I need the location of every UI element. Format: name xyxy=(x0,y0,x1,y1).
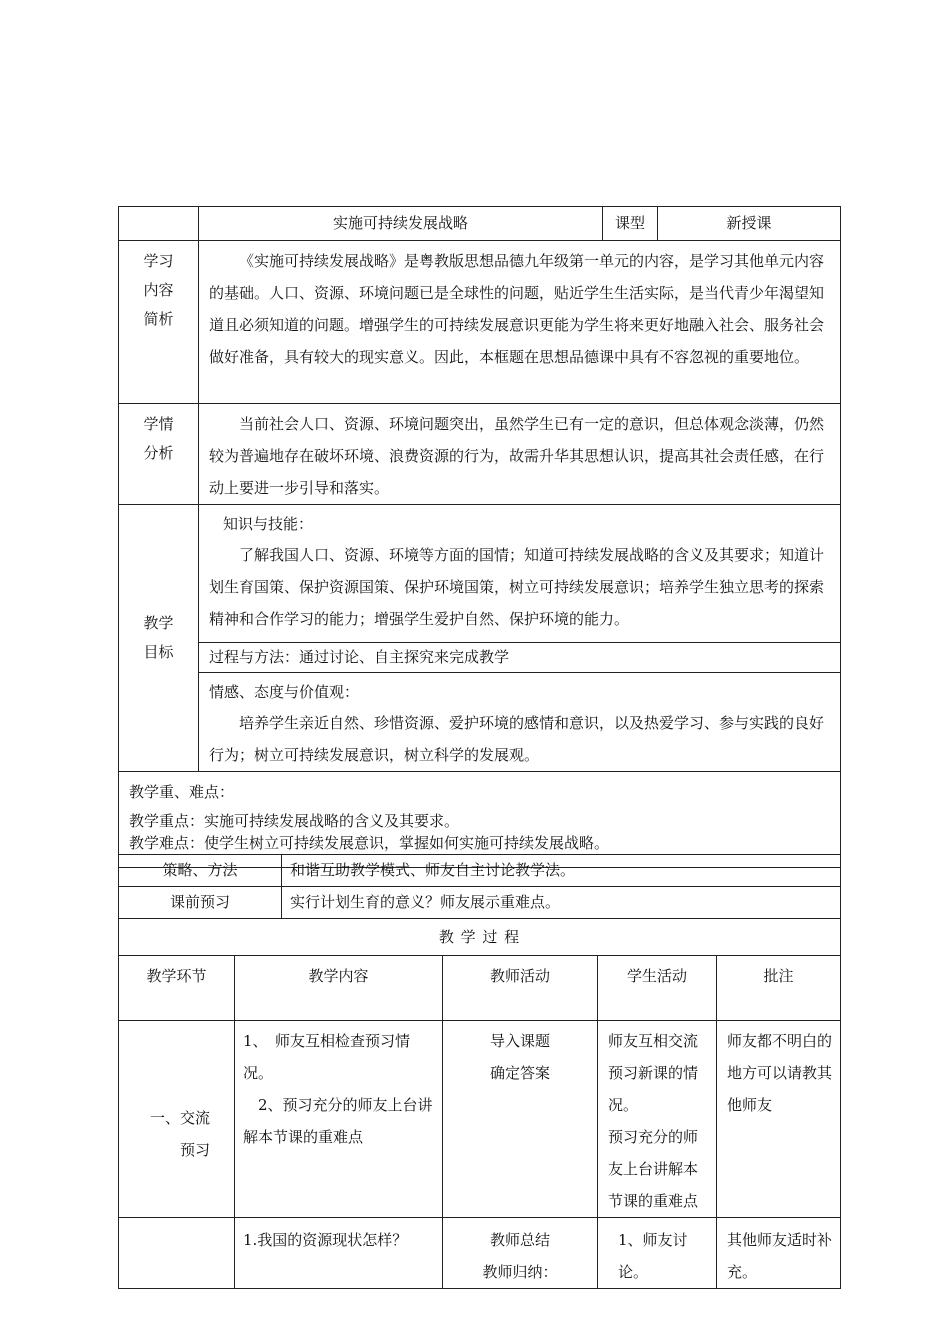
process-method-cell: 过程与方法：通过讨论、自主探究来完成教学 xyxy=(199,643,841,673)
student-analysis-cell xyxy=(199,404,841,505)
stage-cell xyxy=(119,1218,235,1289)
knowledge-title: 知识与技能： xyxy=(223,515,314,533)
content-item: 2、预习充分的师友上台讲解本节课的重难点 xyxy=(243,1096,433,1146)
content-cell xyxy=(235,1218,443,1289)
student-analysis-text: 当前社会人口、资源、环境问题突出，虽然学生已有一定的意识，但总体观念淡薄，仍然较为普遍地存在破坏环境、浪费资源的行为，故需升华其思想认识，提高其社会责任感，在行动上要进一步引导和落实。 xyxy=(209,415,825,497)
process-table xyxy=(118,918,841,1289)
strategy-label: 策略、方法 xyxy=(119,855,282,887)
header-content: 教学内容 xyxy=(235,956,443,1021)
content-item: 1.我国的资源现状怎样？ xyxy=(243,1231,408,1249)
lesson-plan-table xyxy=(118,206,841,868)
goals-label: 教学 目标 xyxy=(119,505,199,772)
note-cell: 其他师友适时补充。 xyxy=(717,1218,841,1289)
content-intro-cell xyxy=(199,241,841,404)
emotion-text: 培养学生亲近自然、珍惜资源、爱护环境的感情和意识，以及热爱学习、参与实践的良好行为；树立可持续发展意识，树立科学的发展观。 xyxy=(209,714,825,764)
strategy-value: 和谐互助教学模式、师友自主讨论教学法。 xyxy=(282,855,841,887)
strategy-table xyxy=(118,854,841,919)
lesson-title: 实施可持续发展战略 xyxy=(199,207,603,241)
knowledge-cell xyxy=(199,505,841,643)
content-cell xyxy=(235,1021,443,1218)
student-cell: 师友互相交流预习新课的情况。 预习充分的师友上台讲解本节课的重难点 xyxy=(598,1021,717,1218)
lesson-type-label: 课型 xyxy=(603,207,658,241)
emotion-cell xyxy=(199,673,841,772)
difficult-point-text: 教学难点：使学生树立可持续发展意识，掌握如何实施可持续发展战略。 xyxy=(129,834,610,852)
preview-label: 课前预习 xyxy=(119,887,282,919)
content-intro-label: 学习 内容 简析 xyxy=(119,241,199,404)
table-row xyxy=(119,1021,841,1218)
header-stage: 教学环节 xyxy=(119,956,235,1021)
emotion-title: 情感、态度与价值观： xyxy=(209,683,360,701)
key-points-title: 教学重、难点： xyxy=(129,783,235,801)
key-point-text: 教学重点：实施可持续发展战略的含义及其要求。 xyxy=(129,812,460,830)
note-cell: 师友都不明白的地方可以请教其他师友 xyxy=(717,1021,841,1218)
preview-value: 实行计划生育的意义？师友展示重难点。 xyxy=(282,887,841,919)
table-row xyxy=(119,1218,841,1289)
content-item: 1、 师友互相检查预习情况。 xyxy=(243,1032,411,1082)
student-cell: 1、师友讨论。 xyxy=(598,1218,717,1289)
student-analysis-label: 学情 分析 xyxy=(119,404,199,505)
header-note: 批注 xyxy=(717,956,841,1021)
teacher-cell: 导入课题 确定答案 xyxy=(443,1021,598,1218)
stage-cell: 一、交流 预习 xyxy=(119,1021,235,1218)
lesson-type-value: 新授课 xyxy=(658,207,841,241)
process-title: 教 学 过 程 xyxy=(119,919,841,956)
header-student: 学生活动 xyxy=(598,956,717,1021)
knowledge-text: 了解我国人口、资源、环境等方面的国情；知道可持续发展战略的含义及其要求；知道计划生育国策、保护资源国策、保护环境国策，树立可持续发展意识；培养学生独立思考的探索精神和合作学习的能力；增强学生爱护自然、保护环境的能力。 xyxy=(209,546,825,628)
header-teacher: 教师活动 xyxy=(443,956,598,1021)
content-intro-text: 《实施可持续发展战略》是粤教版思想品德九年级第一单元的内容，是学习其他单元内容的基础。人口、资源、环境问题已是全球性的问题，贴近学生生活实际，是当代青少年渴望知道且必须知道的问题。增强学生的可持续发展意识更能为学生将来更好地融入社会、服务社会做好准备，具有较大的现实意义。因此，本框题在思想品德课中具有不容忽视的重要地位。 xyxy=(209,252,825,366)
teacher-cell: 教师总结 教师归纳： xyxy=(443,1218,598,1289)
header-blank-cell xyxy=(119,207,199,241)
